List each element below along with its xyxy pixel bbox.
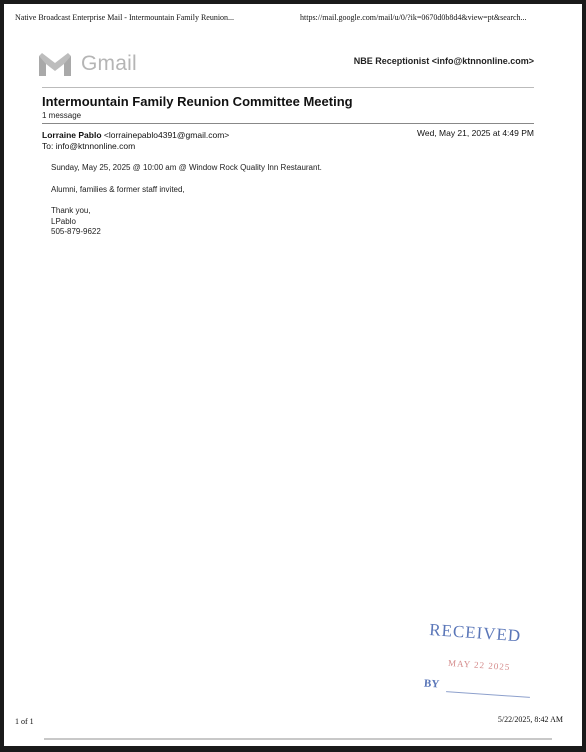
print-timestamp: 5/22/2025, 8:42 AM	[497, 715, 563, 724]
print-header-title: Native Broadcast Enterprise Mail - Intermountain Family Reunion...	[15, 13, 235, 22]
signature-name: LPablo	[51, 216, 76, 226]
gmail-logo	[38, 51, 137, 77]
stamp-received-text: RECEIVED	[428, 620, 522, 646]
subject-divider	[42, 123, 534, 124]
email-subject: Intermountain Family Reunion Committee Meeting	[42, 94, 353, 109]
page-number: 1 of 1	[15, 717, 34, 726]
header-divider	[42, 87, 534, 88]
page-bottom-edge	[44, 738, 552, 740]
received-stamp	[422, 620, 562, 710]
print-header	[4, 13, 582, 27]
closing-text: Thank you,	[51, 206, 91, 215]
printed-email-page	[4, 4, 582, 746]
print-header-url: https://mail.google.com/mail/u/0/?ik=0670d0b8d4&view=pt&search...	[300, 13, 527, 22]
recipient-line: To: info@ktnnonline.com	[42, 141, 136, 151]
body-line-invite: Alumni, families & former staff invited,	[51, 185, 185, 194]
sender-name: Lorraine Pablo	[42, 130, 102, 140]
gmail-m-icon	[38, 51, 72, 77]
email-body	[51, 162, 322, 238]
stamp-date: MAY 22 2025	[447, 657, 511, 673]
sender-line	[42, 130, 229, 140]
stamp-by-label: BY	[423, 677, 440, 691]
sender-email: <lorrainepablo4391@gmail.com>	[103, 130, 230, 140]
account-label: NBE Receptionist <info@ktnnonline.com>	[353, 56, 534, 66]
gmail-wordmark: Gmail	[81, 52, 137, 75]
signature-phone: 505-879-9622	[51, 227, 101, 236]
body-line-event: Sunday, May 25, 2025 @ 10:00 am @ Window Rock Quality Inn Restaurant.	[51, 163, 322, 172]
signature-block	[51, 206, 322, 238]
message-count: 1 message	[42, 111, 82, 120]
sent-date: Wed, May 21, 2025 at 4:49 PM	[416, 128, 534, 138]
stamp-by-line	[446, 691, 530, 698]
